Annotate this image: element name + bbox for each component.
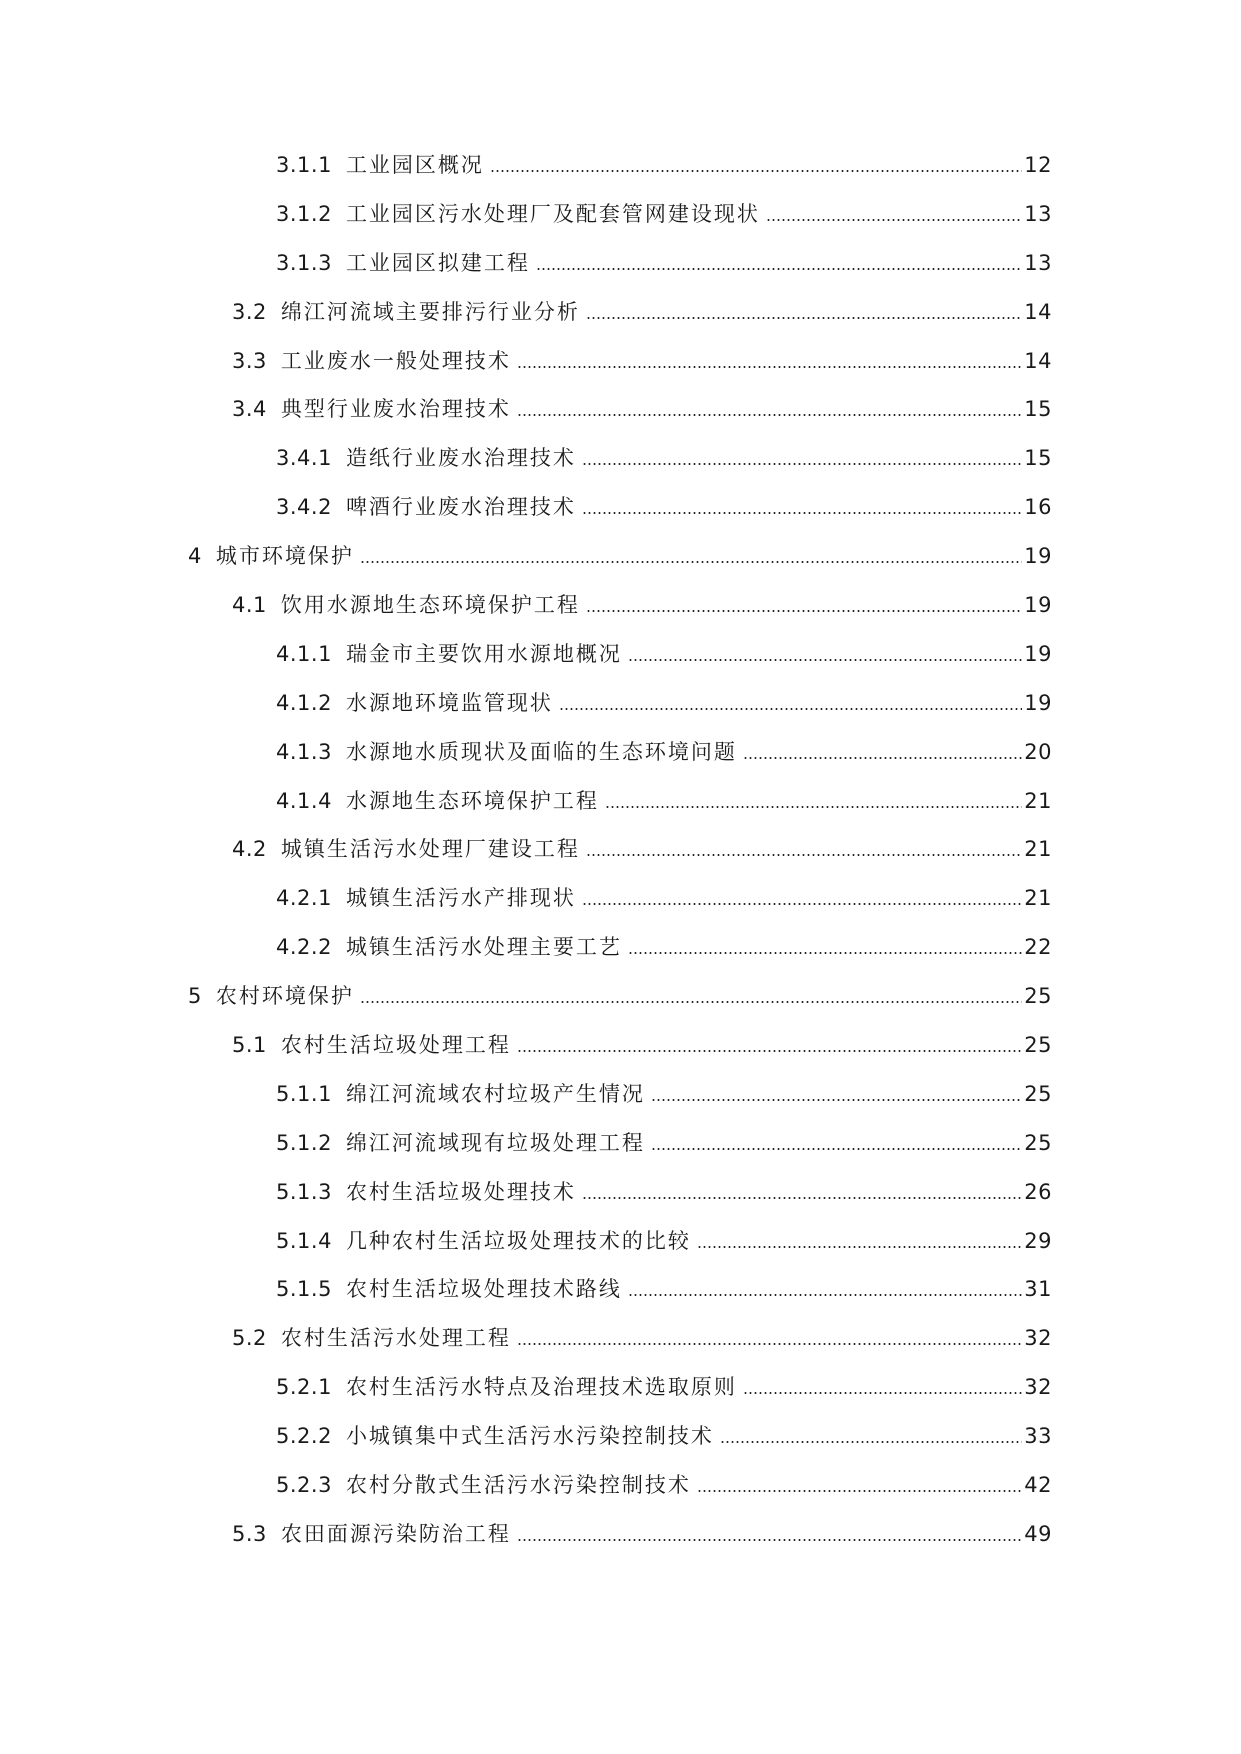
toc-entry-title: 农村分散式生活污水污染控制技术 <box>345 1473 691 1498</box>
toc-entry-page: 14 <box>1024 299 1052 324</box>
toc-entry[interactable] <box>0 544 1241 593</box>
toc-entry-number: 5.1 <box>232 1033 267 1058</box>
table-of-contents <box>0 153 1241 1571</box>
toc-entry[interactable] <box>0 837 1241 886</box>
dot-leader <box>720 1424 1022 1444</box>
toc-entry-number: 4 <box>188 544 202 569</box>
toc-entry[interactable] <box>0 495 1241 544</box>
toc-entry-title: 城镇生活污水产排现状 <box>345 886 576 911</box>
toc-entry-title: 工业园区污水处理厂及配套管网建设现状 <box>345 201 760 226</box>
dot-leader <box>628 1277 1022 1297</box>
toc-entry-page: 19 <box>1024 593 1052 618</box>
toc-entry[interactable] <box>0 349 1241 398</box>
toc-entry-page: 20 <box>1024 739 1052 764</box>
toc-entry-number: 5.1.1 <box>276 1081 332 1106</box>
toc-entry[interactable] <box>0 1522 1241 1571</box>
dot-leader <box>517 1033 1022 1053</box>
toc-entry[interactable] <box>0 1424 1241 1473</box>
dot-leader <box>766 202 1022 222</box>
dot-leader <box>605 789 1022 809</box>
toc-entry-page: 21 <box>1024 886 1052 911</box>
toc-entry[interactable] <box>0 642 1241 691</box>
dot-leader <box>517 349 1022 369</box>
dot-leader <box>360 984 1022 1004</box>
toc-entry-number: 5.1.5 <box>276 1277 332 1302</box>
toc-entry[interactable] <box>0 397 1241 446</box>
toc-entry-title: 绵江河流域农村垃圾产生情况 <box>345 1081 645 1106</box>
toc-entry-number: 4.1.4 <box>276 788 332 813</box>
toc-entry[interactable] <box>0 1473 1241 1522</box>
dot-leader <box>582 446 1022 466</box>
toc-entry[interactable] <box>0 1277 1241 1326</box>
toc-entry-title: 典型行业废水治理技术 <box>280 397 511 422</box>
toc-entry-number: 5.1.4 <box>276 1228 332 1253</box>
toc-entry-number: 5.3 <box>232 1521 267 1546</box>
toc-entry-page: 12 <box>1024 153 1052 177</box>
toc-entry-page: 25 <box>1024 1081 1052 1106</box>
toc-entry-number: 4.2.1 <box>276 886 332 911</box>
dot-leader <box>517 397 1022 417</box>
toc-entry-number: 3.4 <box>232 397 267 422</box>
toc-entry[interactable] <box>0 1131 1241 1180</box>
toc-entry[interactable] <box>0 593 1241 642</box>
toc-entry-number: 5.1.3 <box>276 1179 332 1204</box>
toc-entry-title: 农村生活垃圾处理技术 <box>345 1179 576 1204</box>
toc-entry-number: 4.1.2 <box>276 690 332 715</box>
toc-entry-page: 29 <box>1024 1228 1052 1253</box>
dot-leader <box>517 1326 1022 1346</box>
dot-leader <box>582 886 1022 906</box>
dot-leader <box>490 153 1022 173</box>
toc-entry-page: 22 <box>1024 935 1052 960</box>
toc-entry-title: 水源地环境监管现状 <box>345 690 553 715</box>
toc-entry-page: 32 <box>1024 1375 1052 1400</box>
toc-entry[interactable] <box>0 300 1241 349</box>
toc-entry-page: 25 <box>1024 1033 1052 1058</box>
toc-entry-number: 3.1.3 <box>276 250 332 275</box>
toc-entry[interactable] <box>0 691 1241 740</box>
toc-entry[interactable] <box>0 202 1241 251</box>
toc-entry-page: 19 <box>1024 690 1052 715</box>
toc-entry-page: 31 <box>1024 1277 1052 1302</box>
toc-entry-page: 15 <box>1024 446 1052 471</box>
dot-leader <box>628 935 1022 955</box>
toc-entry[interactable] <box>0 1375 1241 1424</box>
dot-leader <box>559 691 1022 711</box>
toc-entry-number: 3.1.2 <box>276 201 332 226</box>
toc-entry-number: 4.2 <box>232 837 267 862</box>
toc-entry-title: 造纸行业废水治理技术 <box>345 446 576 471</box>
toc-entry[interactable] <box>0 1326 1241 1375</box>
toc-entry[interactable] <box>0 1180 1241 1229</box>
dot-leader <box>628 642 1022 662</box>
toc-entry-title: 水源地生态环境保护工程 <box>345 788 599 813</box>
toc-entry-title: 农村生活污水特点及治理技术选取原则 <box>345 1375 737 1400</box>
dot-leader <box>517 1522 1022 1542</box>
toc-entry-page: 13 <box>1024 201 1052 226</box>
toc-entry-title: 城市环境保护 <box>215 544 354 569</box>
toc-entry-number: 5.2 <box>232 1326 267 1351</box>
toc-entry-number: 5.2.1 <box>276 1375 332 1400</box>
toc-entry-number: 5.2.2 <box>276 1424 332 1449</box>
toc-entry[interactable] <box>0 886 1241 935</box>
toc-entry[interactable] <box>0 153 1241 202</box>
toc-entry-title: 农田面源污染防治工程 <box>280 1521 511 1546</box>
toc-entry-page: 26 <box>1024 1179 1052 1204</box>
toc-entry-title: 水源地水质现状及面临的生态环境问题 <box>345 739 737 764</box>
toc-entry-title: 城镇生活污水处理厂建设工程 <box>280 837 580 862</box>
toc-entry-title: 农村生活垃圾处理技术路线 <box>345 1277 622 1302</box>
toc-entry-page: 33 <box>1024 1424 1052 1449</box>
dot-leader <box>582 1180 1022 1200</box>
dot-leader <box>651 1131 1022 1151</box>
toc-entry-number: 3.4.1 <box>276 446 332 471</box>
toc-entry-number: 3.1.1 <box>276 153 332 177</box>
toc-entry-page: 13 <box>1024 250 1052 275</box>
toc-entry-title: 饮用水源地生态环境保护工程 <box>280 593 580 618</box>
dot-leader <box>582 495 1022 515</box>
toc-entry-number: 4.1 <box>232 593 267 618</box>
dot-leader <box>360 544 1022 564</box>
toc-entry-title: 瑞金市主要饮用水源地概况 <box>345 641 622 666</box>
dot-leader <box>586 593 1022 613</box>
toc-entry-title: 农村环境保护 <box>215 984 354 1009</box>
toc-entry[interactable] <box>0 789 1241 838</box>
toc-entry-page: 49 <box>1024 1521 1052 1546</box>
toc-entry-title: 小城镇集中式生活污水污染控制技术 <box>345 1424 714 1449</box>
dot-leader <box>743 740 1022 760</box>
dot-leader <box>536 251 1022 271</box>
toc-entry-number: 5.1.2 <box>276 1130 332 1155</box>
toc-entry[interactable] <box>0 984 1241 1033</box>
toc-entry-page: 32 <box>1024 1326 1052 1351</box>
toc-entry-page: 42 <box>1024 1473 1052 1498</box>
toc-entry-number: 5 <box>188 984 202 1009</box>
toc-entry-page: 25 <box>1024 984 1052 1009</box>
dot-leader <box>697 1229 1022 1249</box>
toc-entry-title: 工业园区概况 <box>345 153 484 177</box>
toc-entry-title: 农村生活污水处理工程 <box>280 1326 511 1351</box>
toc-entry[interactable] <box>0 446 1241 495</box>
toc-entry-number: 3.3 <box>232 348 267 373</box>
toc-entry[interactable] <box>0 1033 1241 1082</box>
toc-entry-number: 3.4.2 <box>276 495 332 520</box>
dot-leader <box>586 837 1022 857</box>
toc-entry-number: 5.2.3 <box>276 1473 332 1498</box>
toc-entry-title: 绵江河流域主要排污行业分析 <box>280 299 580 324</box>
toc-entry-number: 4.1.1 <box>276 641 332 666</box>
dot-leader <box>743 1375 1022 1395</box>
toc-entry-title: 绵江河流域现有垃圾处理工程 <box>345 1130 645 1155</box>
toc-entry[interactable] <box>0 1229 1241 1278</box>
toc-entry-page: 21 <box>1024 837 1052 862</box>
toc-entry-title: 农村生活垃圾处理工程 <box>280 1033 511 1058</box>
dot-leader <box>586 300 1022 320</box>
toc-entry-title: 城镇生活污水处理主要工艺 <box>345 935 622 960</box>
toc-entry[interactable] <box>0 740 1241 789</box>
toc-entry-page: 19 <box>1024 641 1052 666</box>
toc-entry-page: 25 <box>1024 1130 1052 1155</box>
toc-entry-title: 工业园区拟建工程 <box>345 250 530 275</box>
toc-entry-page: 16 <box>1024 495 1052 520</box>
toc-entry-title: 几种农村生活垃圾处理技术的比较 <box>345 1228 691 1253</box>
toc-entry-number: 3.2 <box>232 299 267 324</box>
toc-entry-title: 工业废水一般处理技术 <box>280 348 511 373</box>
toc-entry-page: 14 <box>1024 348 1052 373</box>
toc-entry-page: 19 <box>1024 544 1052 569</box>
toc-entry-number: 4.1.3 <box>276 739 332 764</box>
toc-entry-page: 21 <box>1024 788 1052 813</box>
toc-entry-number: 4.2.2 <box>276 935 332 960</box>
toc-entry-title: 啤酒行业废水治理技术 <box>345 495 576 520</box>
toc-entry[interactable] <box>0 935 1241 984</box>
toc-entry[interactable] <box>0 251 1241 300</box>
toc-entry[interactable] <box>0 1082 1241 1131</box>
toc-entry-page: 15 <box>1024 397 1052 422</box>
dot-leader <box>651 1082 1022 1102</box>
dot-leader <box>697 1473 1022 1493</box>
